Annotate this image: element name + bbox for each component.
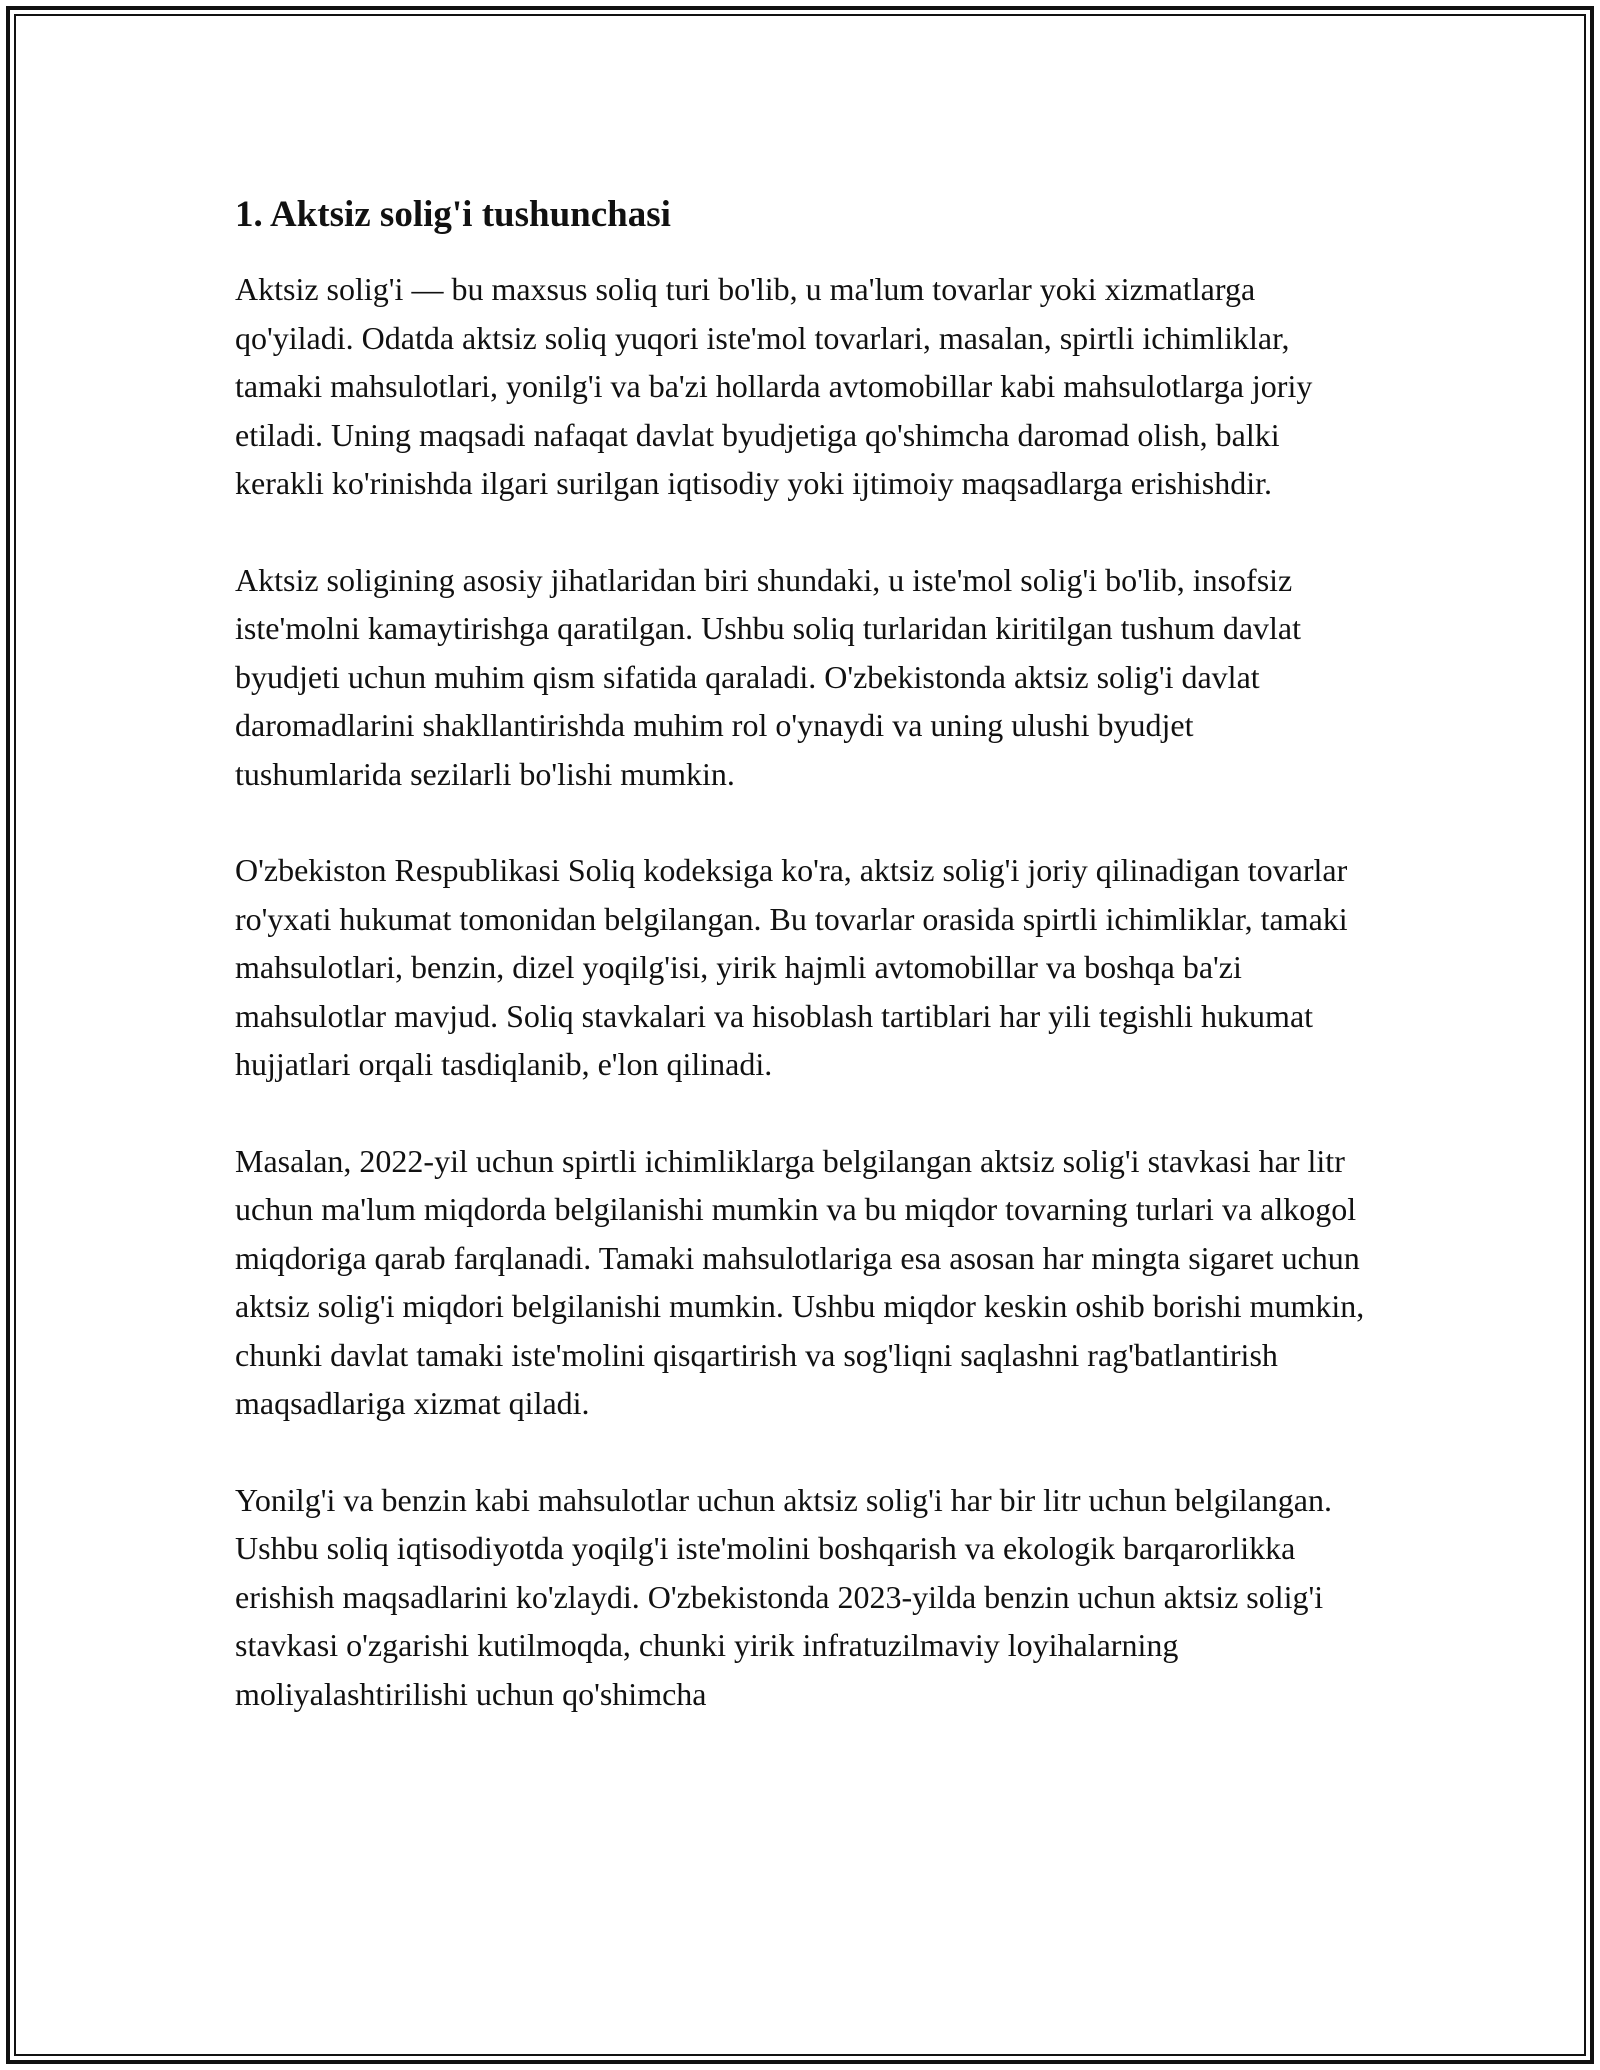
paragraph-4: Masalan, 2022-yil uchun spirtli ichimliklarga belgilangan aktsiz solig'i stavkasi har litr uchun ma'lum miqdorda belgilanishi mumkin va bu miqdor tovarning turlari va alkogol miqdoriga qarab farqlanadi. Tamaki mahsulotlariga esa asosan har mingta sigaret uchun aktsiz solig'i miqdori belgilanishi mumkin. Ushbu miqdor keskin oshib borishi mumkin, chunki davlat tamaki iste'molini qisqartirish va sog'liqni saqlashni rag'batlantirish maqsadlariga xizmat qiladi. <box>235 1142 1365 1421</box>
paragraph-1: Aktsiz solig'i — bu maxsus soliq turi bo'lib, u ma'lum tovarlar yoki xizmatlarga qo'yiladi. Odatda aktsiz soliq yuqori iste'mol tovarlari, masalan, spirtli ichimliklar, tamaki mahsulotlari, yonilg'i va ba'zi hollarda avtomobillar kabi mahsulotlarga joriy etiladi. Uning maqsadi nafaqat davlat byudjetiga qo'shimcha daromad olish, balki kerakli ko'rinishda ilgari surilgan iqtisodiy yoki ijtimoiy maqsadlarga erishishdir. <box>235 271 1313 501</box>
paragraph-3: O'zbekiston Respublikasi Soliq kodeksiga ko'ra, aktsiz solig'i joriy qilinadigan tovarlar ro'yxati hukumat tomonidan belgilangan. Bu tovarlar orasida spirtli ichimliklar, tamaki mahsulotlari, benzin, dizel yoqilg'isi, yirik hajmli avtomobillar va boshqa ba'zi mahsulotlar mavjud. Soliq stavkalari va hisoblash tartiblari har yili tegishli hukumat hujjatlari orqali tasdiqlanib, e'lon qilinadi. <box>235 852 1348 1082</box>
paragraph-2: Aktsiz soligining asosiy jihatlaridan biri shundaki, u iste'mol solig'i bo'lib, insofsiz iste'molni kamaytirishga qaratilgan. Ushbu soliq turlaridan kiritilgan tushum davlat byudjeti uchun muhim qism sifatida qaraladi. O'zbekistonda aktsiz solig'i davlat daromadlarini shakllantirishda muhim rol o'ynaydi va uning ulushi byudjet tushumlarida sezilarli bo'lishi mumkin. <box>235 561 1302 792</box>
paragraph-5: Yonilg'i va benzin kabi mahsulotlar uchun aktsiz solig'i har bir litr uchun belgilangan. Ushbu soliq iqtisodiyotda yoqilg'i iste'molini boshqarish va ekologik barqarorlikka erishish maqsadlarini ko'zlaydi. O'zbekistonda 2023-yilda benzin uchun aktsiz solig'i stavkasi o'zgarishi kutilmoqda, chunki yirik infratuzilmaviy loyihalarning moliyalashtirilishi uchun qo'shimcha <box>235 1481 1332 1712</box>
document-body <box>235 185 1365 1766</box>
section-title: 1. Aktsiz solig'i tushunchasi <box>235 194 671 235</box>
